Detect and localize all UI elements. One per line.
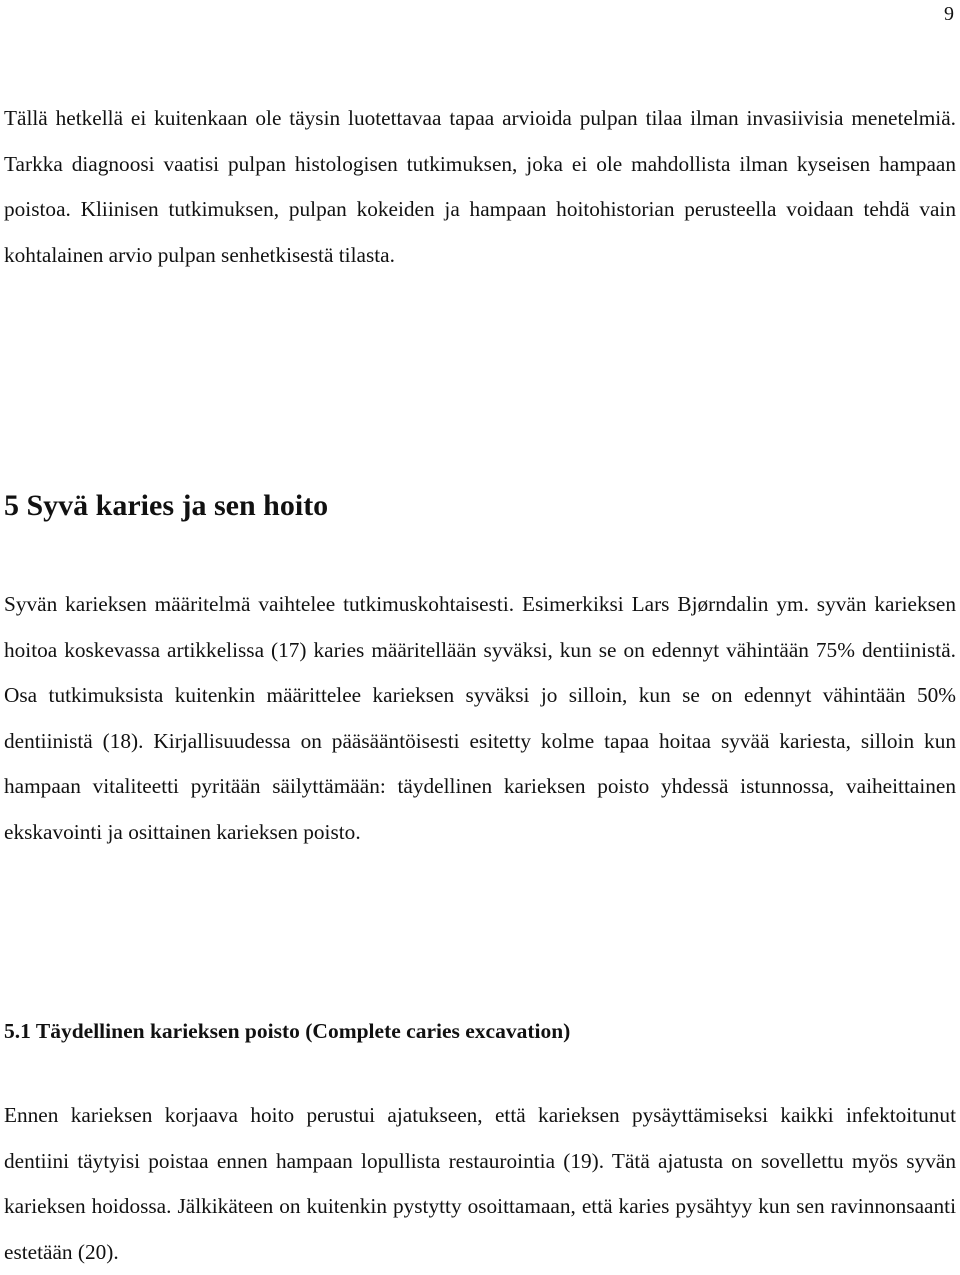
paragraph-complete-excavation: Ennen karieksen korjaava hoito perustui ajatukseen, että karieksen pysäyttämiseksi kaikki infektoitunut dentiini täytyisi poistaa ennen hampaan lopullista restaurointia (19). Tätä ajatusta on sovellettu myös syvän karieksen hoidossa. Jälkikäteen on kuitenkin pystytty osoittamaan, että karies pysähtyy kun sen ravinnonsaanti estetään (20). <box>4 1103 956 1264</box>
section-heading-5: 5 Syvä karies ja sen hoito <box>4 489 329 522</box>
page-number: 9 <box>944 3 954 25</box>
paragraph-pulp-assessment: Tällä hetkellä ei kuitenkaan ole täysin luotettavaa tapaa arvioida pulpan tilaa ilman invasiivisia menetelmiä. Tarkka diagnoosi vaatisi pulpan histologisen tutkimuksen, joka ei ole mahdollista ilman kyseisen hampaan poistoa. Kliinisen tutkimuksen, pulpan kokeiden ja hampaan hoitohistorian perusteella voidaan tehdä vain kohtalainen arvio pulpan senhetkisestä tilasta. <box>4 106 956 267</box>
paragraph-deep-caries-definition: Syvän karieksen määritelmä vaihtelee tutkimuskohtaisesti. Esimerkiksi Lars Bjørndalin ym. syvän karieksen hoitoa koskevassa artikkelissa (17) karies määritellään syväksi, kun se on edennyt vähintään 75% dentiinistä. Osa tutkimuksista kuitenkin määrittelee karieksen syväksi jo silloin, kun se on edennyt vähintään 50% dentiinistä (18). Kirjallisuudessa on pääsääntöisesti esitetty kolme tapaa hoitaa syvää kariesta, silloin kun hampaan vitaliteetti pyritään säilyttämään: täydellinen karieksen poisto yhdessä istunnossa, vaiheittainen ekskavointi ja osittainen karieksen poisto. <box>4 592 956 844</box>
section-heading-5-1: 5.1 Täydellinen karieksen poisto (Complete caries excavation) <box>4 1019 571 1043</box>
